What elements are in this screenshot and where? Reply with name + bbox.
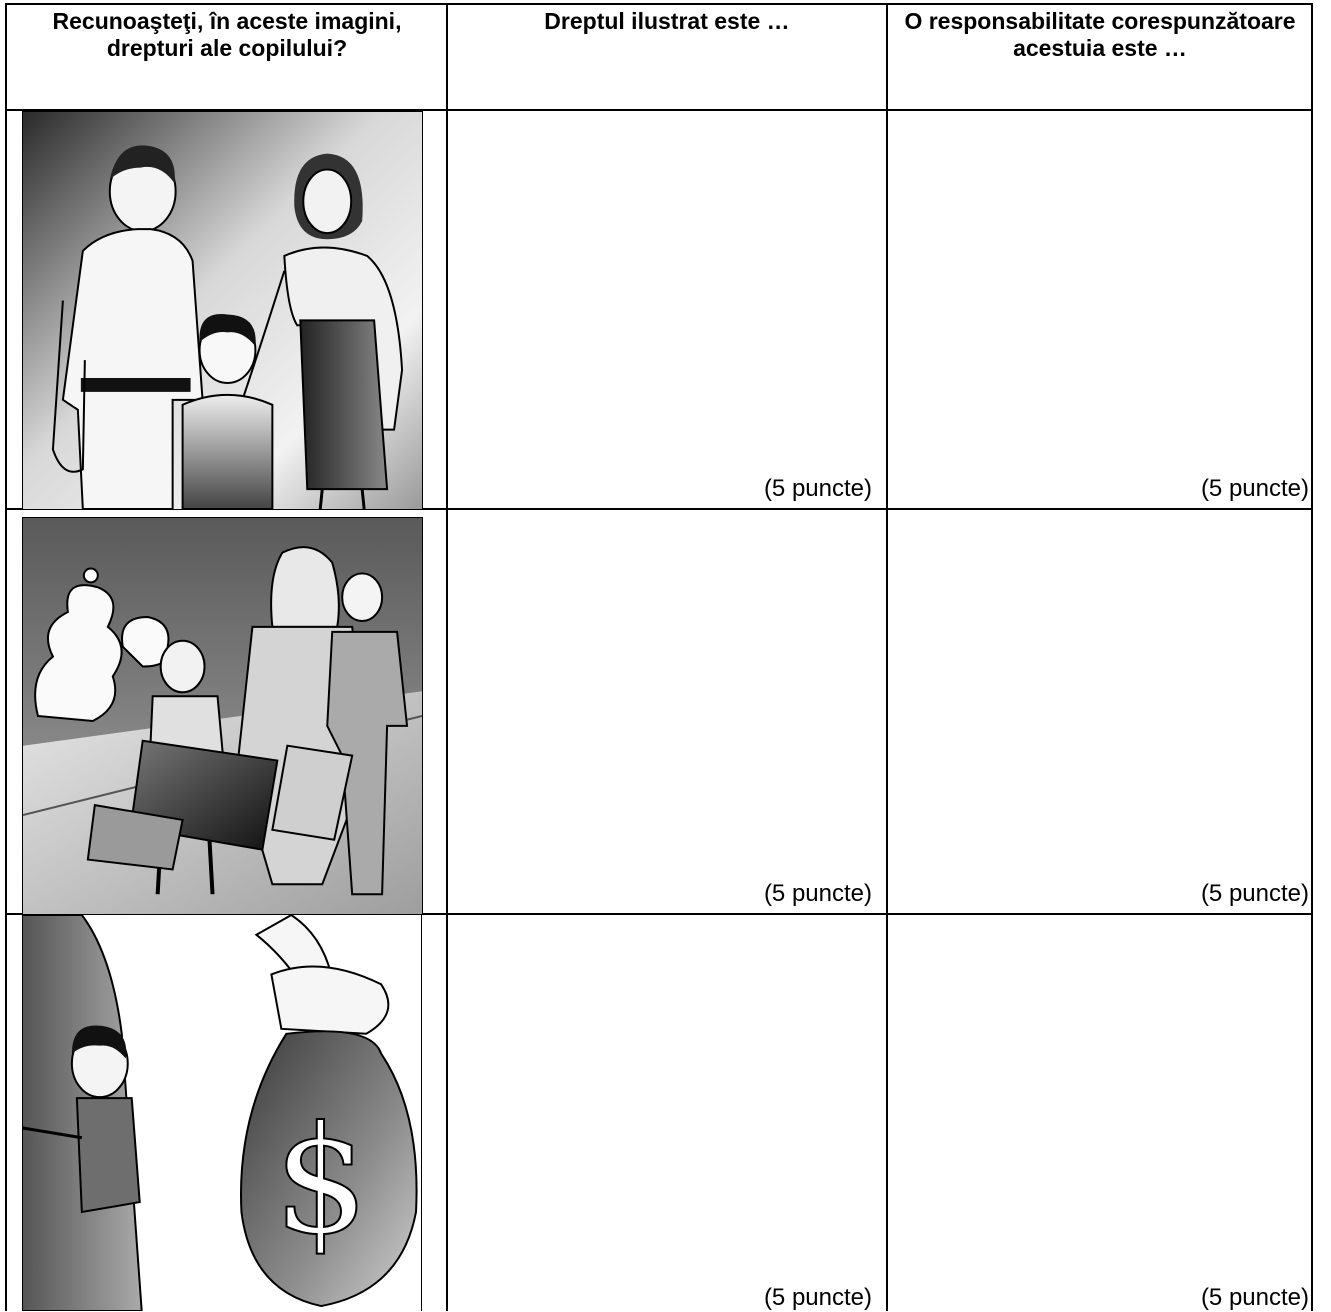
header-question: Recunoaşteţi, în aceste imagini, drepturi ale copilului? (52, 8, 402, 61)
right-points-row-1: (5 puncte) (763, 475, 872, 502)
money-bag-illustration (22, 915, 422, 1311)
refugees-illustration (22, 517, 423, 915)
family-illustration (22, 111, 423, 510)
answer-cell-responsibility-2[interactable] (888, 510, 1311, 913)
table-border-top (5, 3, 1313, 5)
responsibility-points-row-3: (5 puncte) (1200, 1284, 1309, 1311)
responsibility-points-row-1: (5 puncte) (1200, 475, 1309, 502)
rights-worksheet-table (5, 3, 1313, 1311)
answer-cell-right-1[interactable] (448, 111, 886, 508)
right-points-row-2: (5 puncte) (763, 880, 872, 907)
table-border-left (5, 3, 7, 1311)
header-right-illustrated: Dreptul ilustrat este … (544, 8, 790, 34)
header-responsibility: O responsabilitate corespunzătoare acestuia este … (904, 8, 1296, 61)
answer-cell-responsibility-1[interactable] (888, 111, 1311, 508)
responsibility-points-row-2: (5 puncte) (1200, 880, 1309, 907)
answer-cell-responsibility-3[interactable] (888, 915, 1311, 1311)
right-points-row-3: (5 puncte) (763, 1284, 872, 1311)
table-border-right (1311, 3, 1313, 1311)
svg-text:$: $ (273, 1095, 369, 1268)
answer-cell-right-3[interactable] (448, 915, 886, 1311)
answer-cell-right-2[interactable] (448, 510, 886, 913)
